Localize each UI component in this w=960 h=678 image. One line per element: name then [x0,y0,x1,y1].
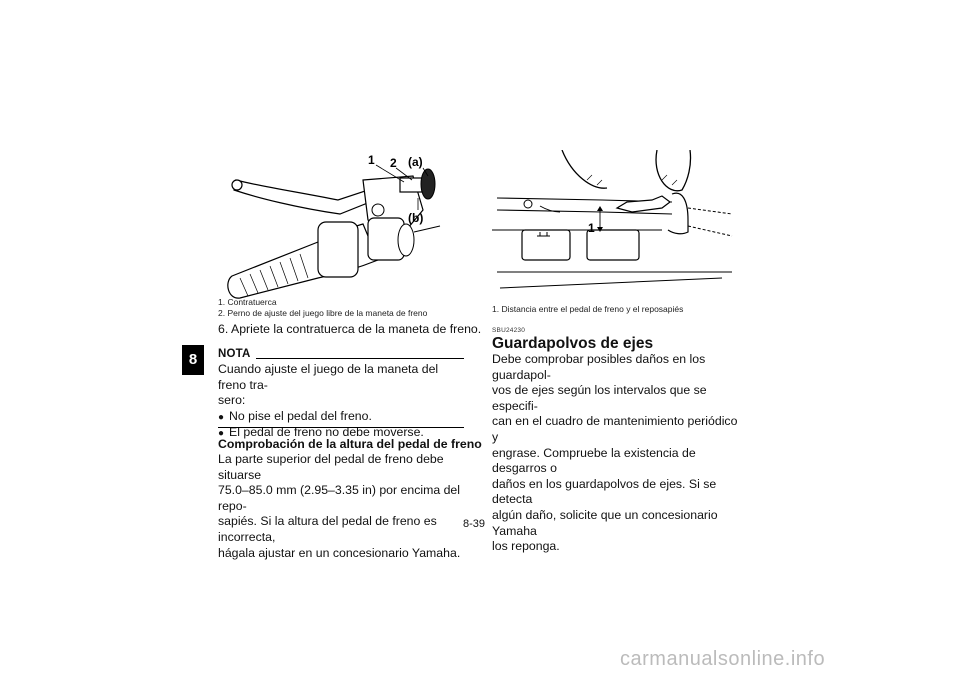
brake-pedal-illustration [492,150,742,290]
nota-label: NOTA [218,348,251,360]
callout-a: (a) [408,155,423,169]
callout-b: (b) [408,211,424,225]
page-number: 8-39 [463,518,486,530]
axle-boots-body: Debe comprobar posibles daños en los guardapol- vos de ejes según los intervalos que se especifi- can en el cuadro de mantenimiento periódico y engrase. Compruebe la existencia de desgarros o daños en los guardapolvos de ejes. Si se detecta algún daño, solicite que un concesionario Yamaha los reponga. [492,352,738,554]
nota-body [218,362,466,442]
callout-1: 1 [368,153,375,167]
nota-intro-line-2: sero: [218,393,246,408]
callout-2: 2 [390,156,397,170]
nota-intro-line-1: Cuando ajuste el juego de la maneta del freno tra- [218,362,439,392]
left-figure-captions [218,297,427,319]
axle-boots-title: Guardapolvos de ejes [492,335,654,352]
section-tab: 8 [182,345,204,375]
right-figure-caption: 1. Distancia entre el pedal de freno y el reposapiés [492,304,684,314]
caption-locknut: 1. Contratuerca [218,297,277,307]
nota-end-rule [218,427,464,428]
brake-height-body: La parte superior del pedal de freno debe situarse 75.0–85.0 mm (2.95–3.35 in) por encima del repo- sapiés. Si la altura del pedal de freno es incorrecta, hágala ajustar en un concesionario Yamaha. [218,452,461,560]
nota-header [218,348,464,362]
step-6: 6. Apriete la contratuerca de la maneta de freno. [218,322,482,336]
nota-bullet-2: ● El pedal de freno no debe moverse. [218,425,424,440]
watermark: carmanualsonline.info [620,648,826,670]
caption-adjusting-bolt: 2. Perno de ajuste del juego libre de la maneta de freno [218,308,428,318]
nota-bullet-1: ● No pise el pedal del freno. [218,408,372,423]
callout-1-distance: 1 [588,221,595,235]
brake-height-title: Comprobación de la altura del pedal de freno [218,437,482,451]
section-code: SBU24230 [492,327,526,334]
brake-lever-illustration [218,150,468,300]
